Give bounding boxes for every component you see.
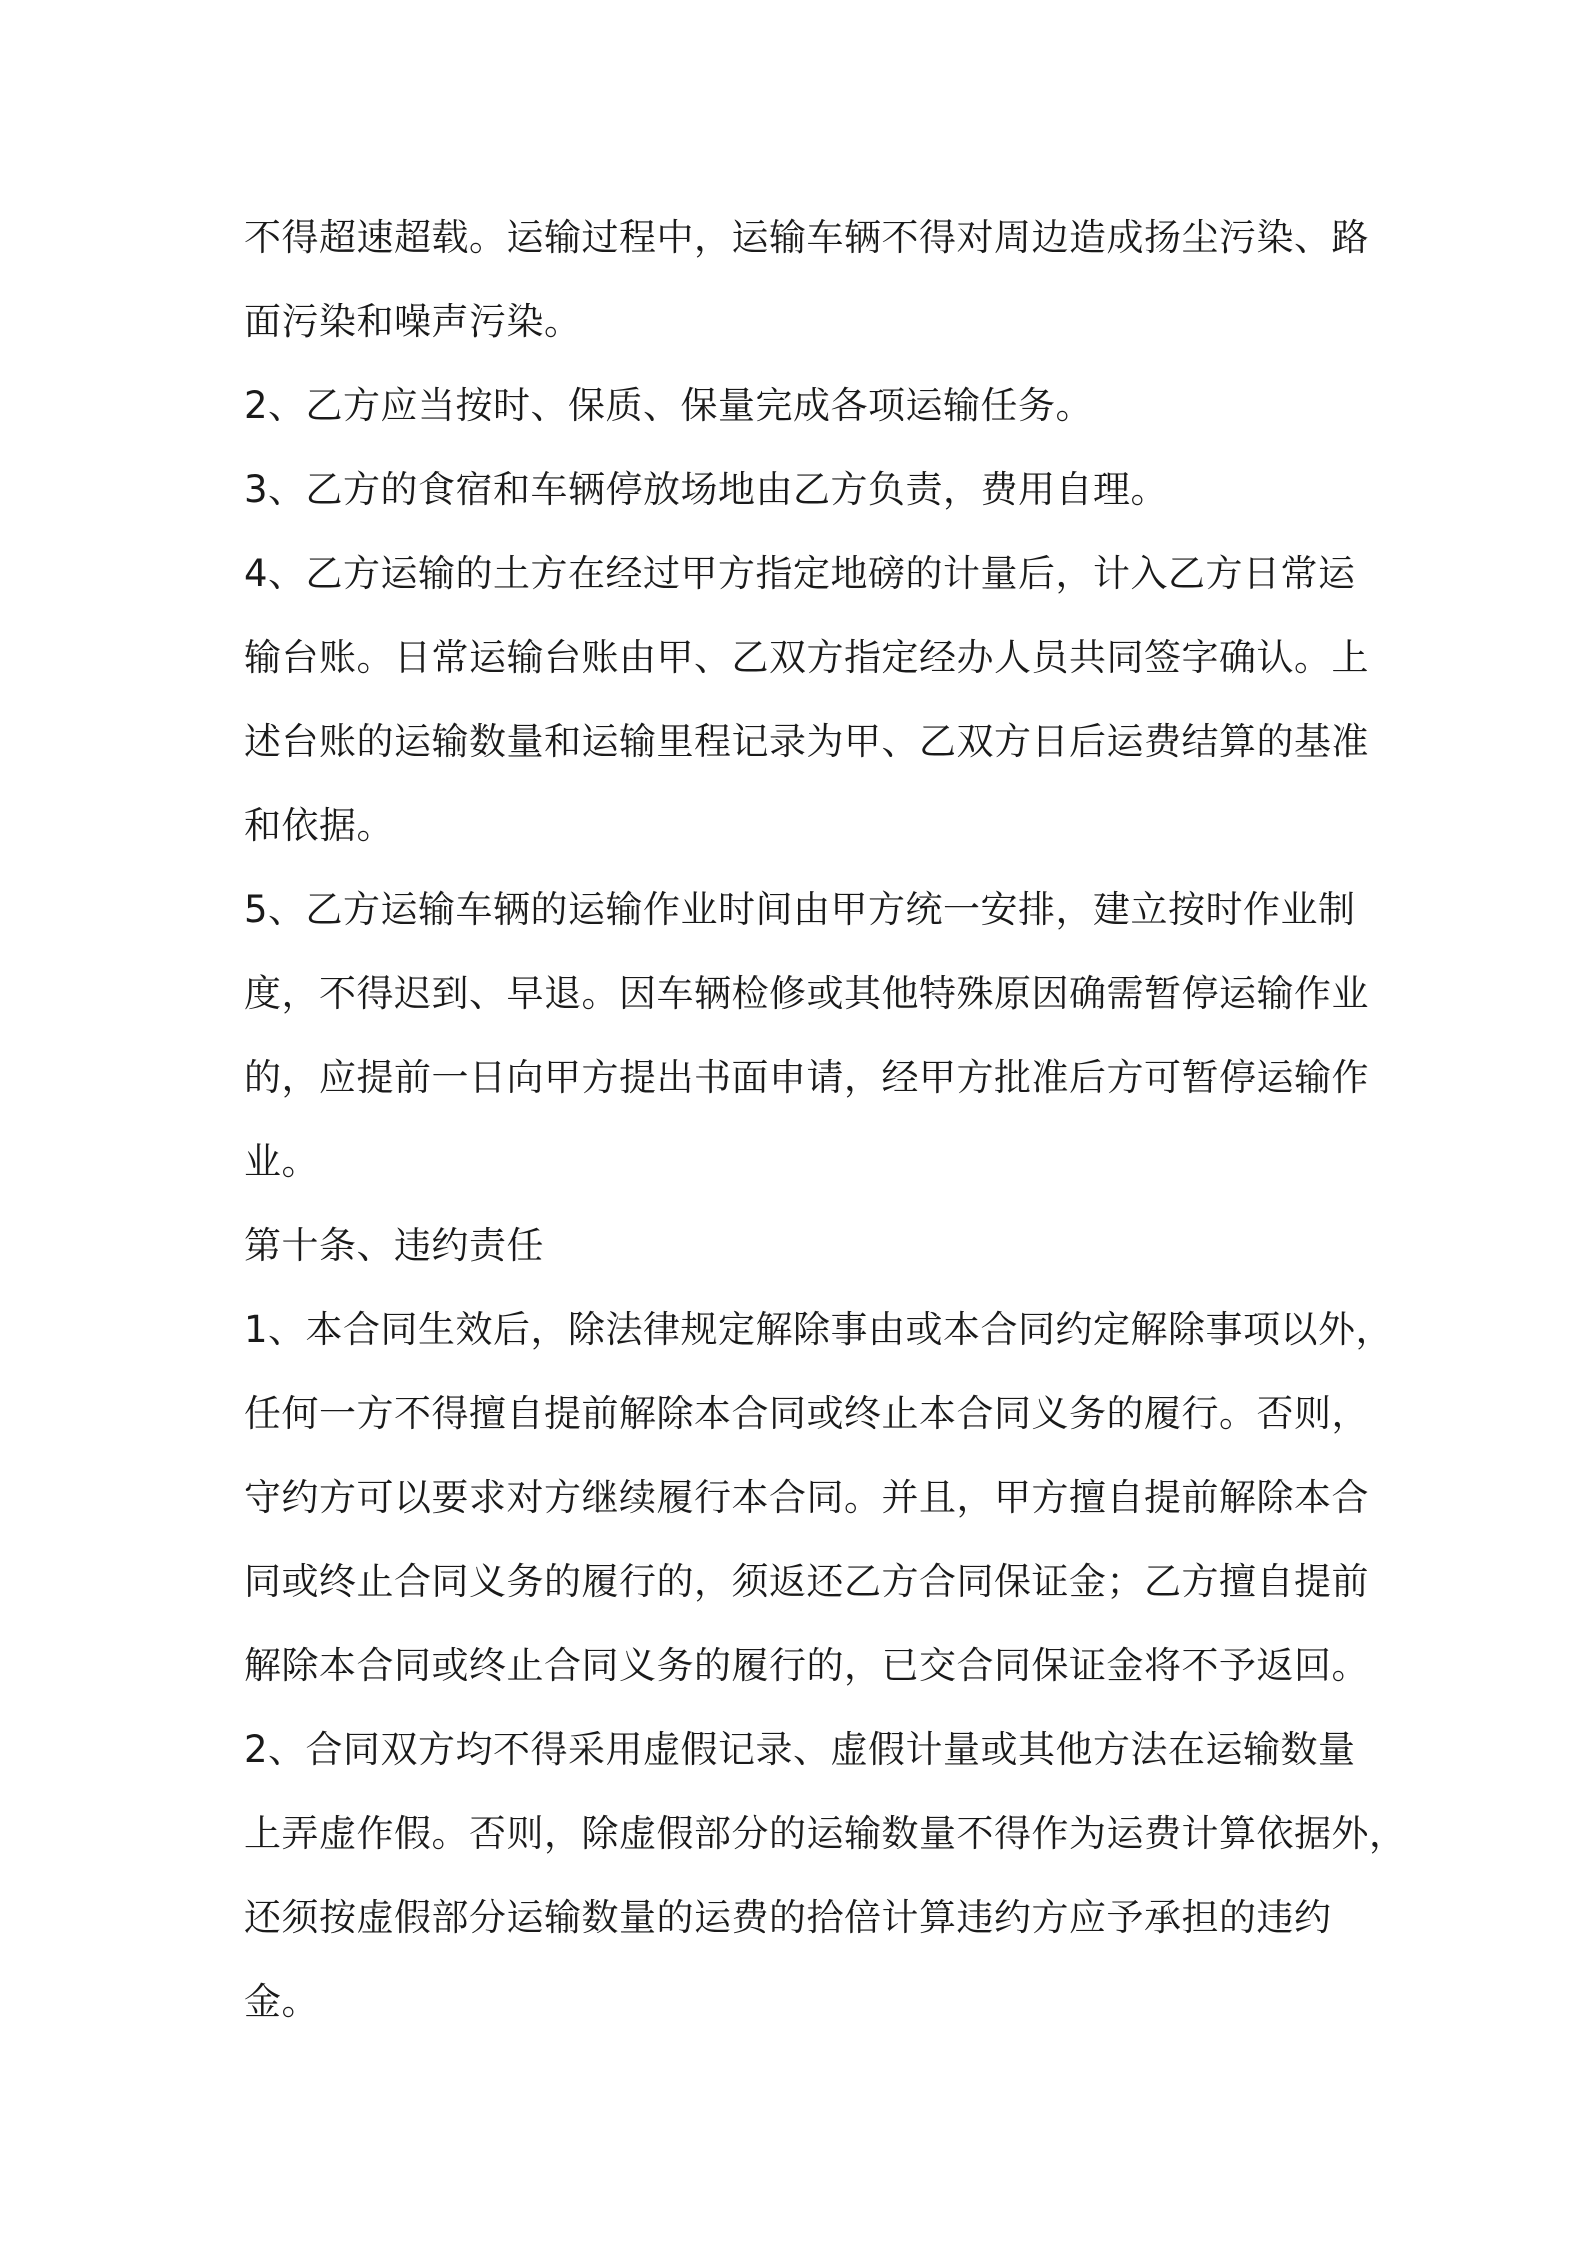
text-line: 述台账的运输数量和运输里程记录为甲、乙双方日后运费结算的基准: [244, 720, 1369, 763]
text-line: 输台账。日常运输台账由甲、乙双方指定经办人员共同签字确认。上: [244, 636, 1369, 679]
text-line: 解除本合同或终止合同义务的履行的，已交合同保证金将不予返回。: [244, 1644, 1369, 1687]
text-line: 度，不得迟到、早退。因车辆检修或其他特殊原因确需暂停运输作业: [244, 972, 1369, 1015]
text-line: 任何一方不得擅自提前解除本合同或终止本合同义务的履行。否则，: [244, 1392, 1369, 1435]
clause-item: 1、本合同生效后，除法律规定解除事由或本合同约定解除事项以外，: [244, 1308, 1394, 1351]
clause-item: 2、合同双方均不得采用虚假记录、虚假计量或其他方法在运输数量: [244, 1728, 1356, 1771]
document-body: [244, 196, 1407, 2044]
text-line: 金。: [244, 1980, 319, 2023]
clause-item: 5、乙方运输车辆的运输作业时间由甲方统一安排，建立按时作业制: [244, 888, 1356, 931]
text-line: 和依据。: [244, 804, 394, 847]
clause-item: 3、乙方的食宿和车辆停放场地由乙方负责，费用自理。: [244, 468, 1169, 511]
text-line: 的，应提前一日向甲方提出书面申请，经甲方批准后方可暂停运输作: [244, 1056, 1369, 1099]
clause-item: 2、乙方应当按时、保质、保量完成各项运输任务。: [244, 384, 1094, 427]
text-line: 面污染和噪声污染。: [244, 300, 582, 343]
text-line: 还须按虚假部分运输数量的运费的拾倍计算违约方应予承担的违约: [244, 1896, 1332, 1939]
text-line: 同或终止合同义务的履行的，须返还乙方合同保证金；乙方擅自提前: [244, 1560, 1369, 1603]
section-heading: 第十条、违约责任: [244, 1224, 544, 1267]
text-line: 不得超速超载。运输过程中，运输车辆不得对周边造成扬尘污染、路: [244, 216, 1369, 259]
text-line: 业。: [244, 1140, 319, 1183]
clause-item: 4、乙方运输的土方在经过甲方指定地磅的计量后，计入乙方日常运: [244, 552, 1356, 595]
text-line: 守约方可以要求对方继续履行本合同。并且，甲方擅自提前解除本合: [244, 1476, 1369, 1519]
text-line: 上弄虚作假。否则，除虚假部分的运输数量不得作为运费计算依据外，: [244, 1812, 1407, 1855]
